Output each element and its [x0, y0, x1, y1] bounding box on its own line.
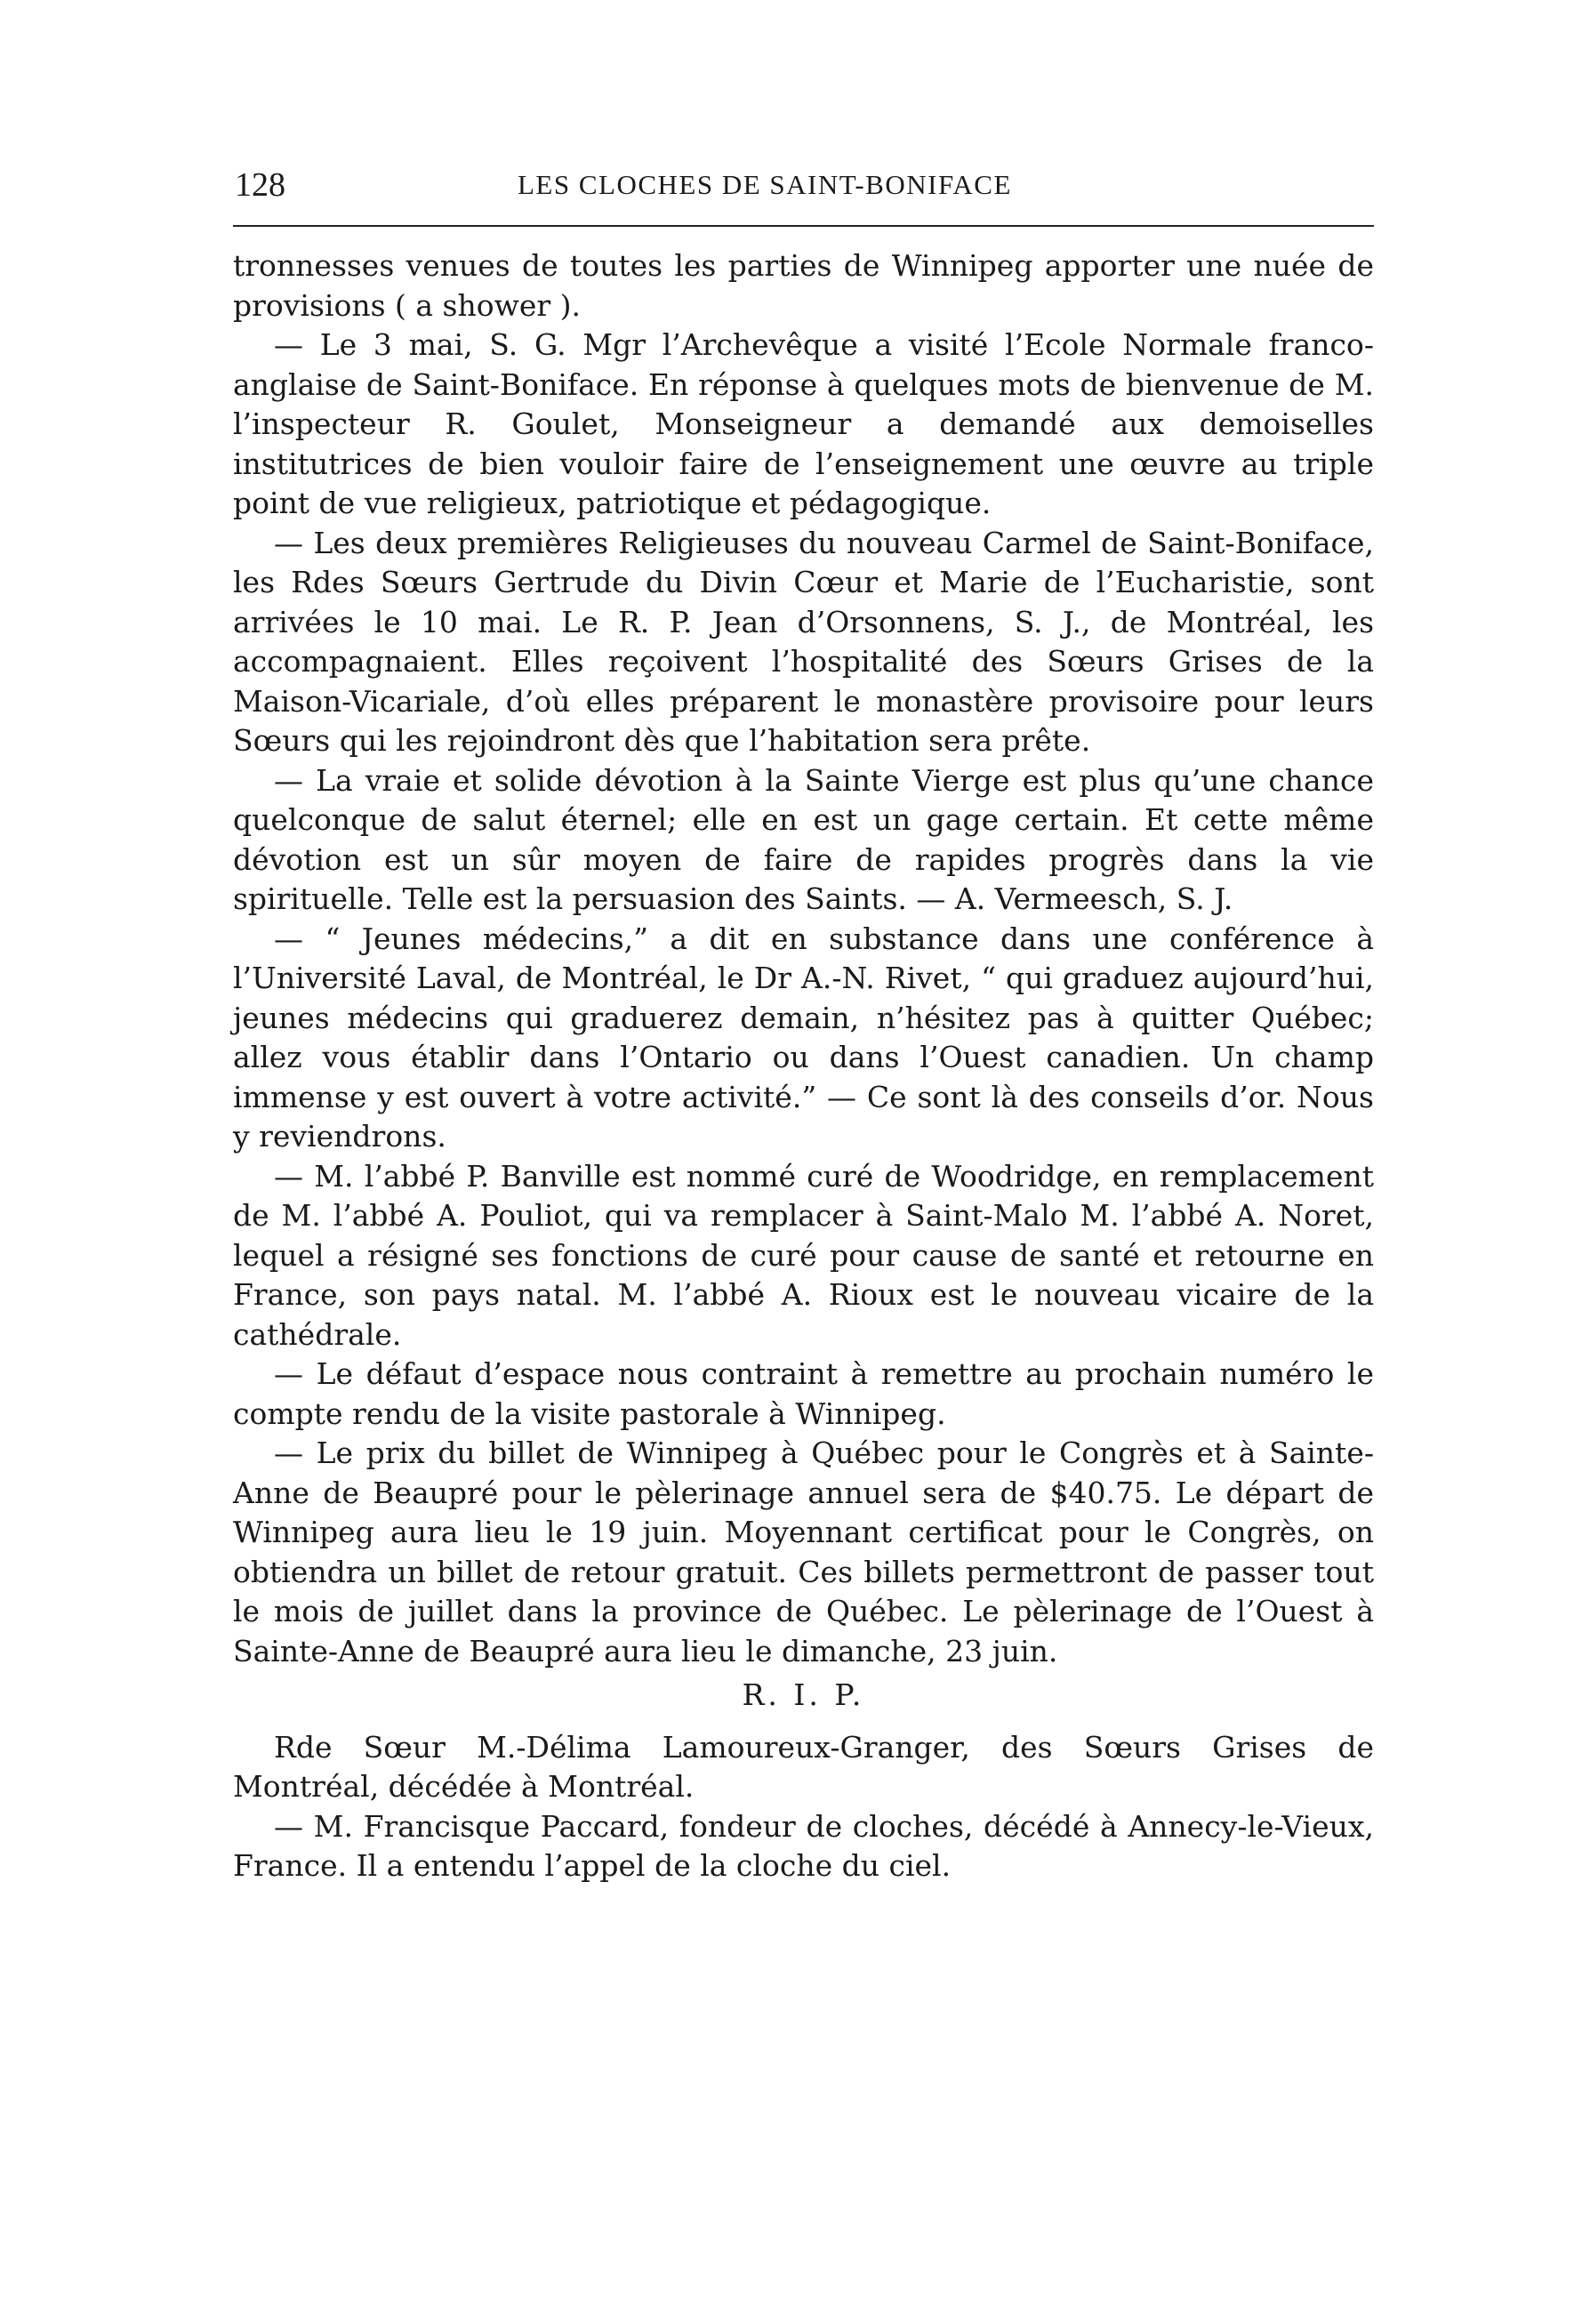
paragraph-nominations: — M. l’abbé P. Banville est nommé curé de Woodridge, en remplacement de M. l’abbé A. Pouliot, qui va remplacer à Saint-Malo M. l’abbé A. Noret, lequel a résigné ses fonctions de curé pour cause de santé et retourne en France, son pays natal. M. l’abbé A. Rioux est le nouveau vicaire de la cathédrale.: [233, 1158, 1374, 1352]
paragraph-carmel: — Les deux premières Religieuses du nouveau Carmel de Saint-Boniface, les Rdes Sœurs Gertrude du Divin Cœur et Marie de l’Eucharistie, sont arrivées le 10 mai. Le R. P. Jean d’Orsonnens, S. J., de Montréal, les accompagnaient. Elles reçoivent l’hospitalité des Sœurs Grises de la Maison-Vicariale, d’où elles préparent le monastère provisoire pour leurs Sœurs qui les rejoindront dès que l’habitation sera prête.: [233, 525, 1374, 758]
rip-paragraph-delima: Rde Sœur M.-Délima Lamoureux-Granger, des Sœurs Grises de Montréal, décédée à Montréal.: [233, 1729, 1374, 1804]
paragraph-devotion: — La vraie et solide dévotion à la Sainte Vierge est plus qu’une chance quelconque de salut éternel; elle en est un gage certain. Et cette même dévotion est un sûr moyen de faire de rapides progrès dans la vie spirituelle. Telle est la persuasion des Saints. — A. Vermeesch, S. J.: [233, 762, 1374, 916]
page-number: 128: [235, 166, 285, 204]
header-rule: [233, 225, 1374, 227]
paragraph-prix-billet: — Le prix du billet de Winnipeg à Québec pour le Congrès et à Sainte-Anne de Beaupré pour le pèlerinage annuel sera de $40.75. Le départ de Winnipeg aura lieu le 19 juin. Moyennant certificat pour le Congrès, on obtiendra un billet de retour gratuit. Ces billets permettront de passer tout le mois de juillet dans la province de Québec. Le pèlerinage de l’Ouest à Sainte-Anne de Beaupré aura lieu le dimanche, 23 juin.: [233, 1435, 1374, 1669]
running-title: LES CLOCHES DE SAINT-BONIFACE: [518, 169, 1012, 200]
paragraph-continuation: tronnesses venues de toutes les parties de Winnipeg apporter une nuée de provisions ( a shower ).: [233, 248, 1374, 323]
page-header: [233, 163, 1371, 207]
paragraph-defaut-espace: — Le défaut d’espace nous contraint à remettre au prochain numéro le compte rendu de la visite pastorale à Winnipeg.: [233, 1356, 1374, 1431]
rip-heading: R. I. P.: [742, 1677, 865, 1712]
paragraph-jeunes-medecins: — “ Jeunes médecins,” a dit en substance dans une conférence à l’Université Laval, de Montréal, le Dr A.-N. Rivet, “ qui graduez aujourd’hui, jeunes médecins qui graduerez demain, n’hésitez pas à quitter Québec; allez vous établir dans l’Ontario ou dans l’Ouest canadien. Un champ immense y est ouvert à votre activité.” — Ce sont là des conseils d’or. Nous y reviendrons.: [233, 921, 1374, 1154]
body-text: [233, 246, 1374, 1886]
rip-paragraph-paccard: — M. Francisque Paccard, fondeur de cloches, décédé à Annecy-le-Vieux, France. Il a entendu l’appel de la cloche du ciel.: [233, 1808, 1374, 1883]
paragraph-ecole-normale: — Le 3 mai, S. G. Mgr l’Archevêque a visité l’Ecole Normale franco-anglaise de Saint-Boniface. En réponse à quelques mots de bienvenue de M. l’inspecteur R. Goulet, Monseigneur a demandé aux demoiselles institutrices de bien vouloir faire de l’enseignement une œuvre au triple point de vue religieux, patriotique et pédagogique.: [233, 327, 1374, 520]
